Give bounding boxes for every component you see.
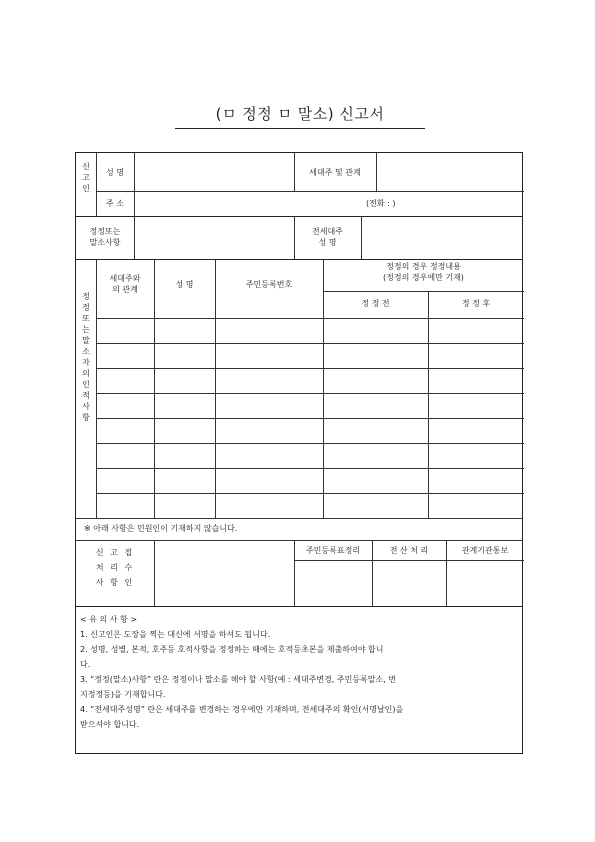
col-relation-line2: 의 관계 — [112, 285, 138, 294]
divider — [76, 540, 522, 541]
before-cell[interactable] — [324, 444, 427, 467]
title-underline — [175, 128, 425, 129]
before-cell[interactable] — [324, 494, 427, 517]
relation-cell[interactable] — [97, 444, 153, 467]
col-after-header: 정 정 후 — [461, 299, 491, 308]
col-before-header: 정 정 전 — [361, 299, 390, 308]
name-cell[interactable] — [155, 344, 214, 367]
col-name-header: 성 명 — [175, 280, 194, 289]
official-side-line3: 사 항 인 — [95, 578, 135, 587]
name-field[interactable] — [135, 154, 293, 190]
prev-head-line1: 전세대주 — [312, 227, 343, 236]
name-cell[interactable] — [155, 419, 214, 442]
notes-section — [76, 606, 522, 755]
rrn-cell[interactable] — [216, 444, 322, 467]
rrn-cell[interactable] — [216, 469, 322, 492]
rrn-cell[interactable] — [216, 344, 322, 367]
rrn-cell[interactable] — [216, 419, 322, 442]
report-form — [75, 152, 523, 754]
change-label — [76, 226, 134, 248]
change-field[interactable] — [135, 217, 293, 258]
rrn-cell[interactable] — [216, 494, 322, 517]
name-cell[interactable] — [155, 494, 214, 517]
before-cell[interactable] — [324, 344, 427, 367]
col-relation-header — [96, 273, 154, 295]
note-item-3-cont: 지정정등)을 기재합니다. — [80, 690, 166, 699]
name-cell[interactable] — [155, 444, 214, 467]
note-item-3: 3. “정정(말소)사항” 란은 정정이나 말소를 해야 할 사항(예 : 세대주변경, 주민등록말소, 번 — [80, 675, 397, 684]
relation-cell[interactable] — [97, 469, 153, 492]
rrn-cell[interactable] — [216, 369, 322, 392]
before-cell[interactable] — [324, 369, 427, 392]
col-rrn-check-header: 주민등록표정리 — [305, 546, 361, 555]
before-cell[interactable] — [324, 394, 427, 417]
relation-cell[interactable] — [97, 394, 153, 417]
after-cell[interactable] — [429, 469, 523, 492]
col-computer-header: 전 산 처 리 — [389, 546, 429, 555]
change-label-line2: 말소사항 — [89, 238, 121, 247]
notes-heading: < 유 의 사 항 > — [80, 615, 138, 624]
note-item-1: 1. 신고인은 도장을 찍는 대신에 서명을 하셔도 됩니다. — [80, 630, 271, 639]
after-cell[interactable] — [429, 494, 523, 517]
form-title: (ㅁ 정정 ㅁ 말소) 신고서 — [215, 105, 385, 123]
after-cell[interactable] — [429, 419, 523, 442]
persons-side-label: 정정또는말소자의인적사항 — [82, 292, 90, 422]
before-cell[interactable] — [324, 469, 427, 492]
official-side-line1: 신 고 접 — [95, 548, 135, 557]
after-cell[interactable] — [429, 319, 523, 342]
col-relation-line1: 세대주와 — [109, 274, 141, 283]
after-cell[interactable] — [429, 344, 523, 367]
divider — [323, 291, 524, 292]
prev-householder-field[interactable] — [362, 217, 523, 258]
after-cell[interactable] — [429, 444, 523, 467]
name-cell[interactable] — [155, 369, 214, 392]
official-side-line2: 처 리 수 — [95, 563, 135, 572]
official-note: ※ 아래 사항은 민원인이 기재하지 않습니다. — [84, 524, 238, 533]
prev-householder-label — [294, 226, 361, 248]
relation-cell[interactable] — [97, 494, 153, 517]
phone-label: (전화 : ) — [366, 199, 396, 208]
relation-cell[interactable] — [97, 319, 153, 342]
name-cell[interactable] — [155, 469, 214, 492]
change-label-line1: 정정또는 — [89, 227, 121, 236]
note-item-4: 4. “전세대주성명” 란은 세대주를 변경하는 경우에만 기재하며, 전세대주의 확인(서명날인)을 — [80, 705, 404, 714]
col-content-line2: (정정의 경우에만 기재) — [383, 273, 464, 282]
official-side-label — [76, 545, 154, 590]
col-content-header — [323, 261, 524, 283]
relation-cell[interactable] — [97, 419, 153, 442]
relation-field[interactable] — [377, 154, 523, 190]
before-cell[interactable] — [324, 419, 427, 442]
divider — [294, 560, 524, 561]
relation-cell[interactable] — [97, 344, 153, 367]
note-item-2-cont: 다. — [80, 660, 91, 669]
before-cell[interactable] — [324, 319, 427, 342]
after-cell[interactable] — [429, 394, 523, 417]
name-cell[interactable] — [155, 394, 214, 417]
prev-head-line2: 성 명 — [318, 238, 337, 247]
address-field[interactable] — [135, 192, 375, 215]
name-cell[interactable] — [155, 319, 214, 342]
rrn-cell[interactable] — [216, 394, 322, 417]
relation-cell[interactable] — [97, 369, 153, 392]
rrn-cell[interactable] — [216, 319, 322, 342]
note-item-4-cont: 받으셔야 합니다. — [80, 720, 140, 729]
after-cell[interactable] — [429, 369, 523, 392]
col-notify-header: 관계기관통보 — [461, 546, 509, 555]
divider — [76, 259, 522, 260]
divider — [154, 540, 155, 606]
address-label: 주 소 — [106, 199, 124, 208]
divider — [76, 518, 522, 519]
name-label: 성 명 — [106, 168, 124, 177]
note-item-2: 2. 성명, 성별, 본적, 호주등 호적사항을 정정하는 때에는 호적등초본을 제출하여야 합니 — [80, 645, 384, 654]
col-rrn-header: 주민등록번호 — [245, 280, 293, 289]
relation-label: 세대주 및 관계 — [309, 168, 361, 177]
reporter-side-label: 신고인 — [82, 162, 90, 193]
col-content-line1: 정정의 경우 정정내용 — [386, 262, 461, 271]
